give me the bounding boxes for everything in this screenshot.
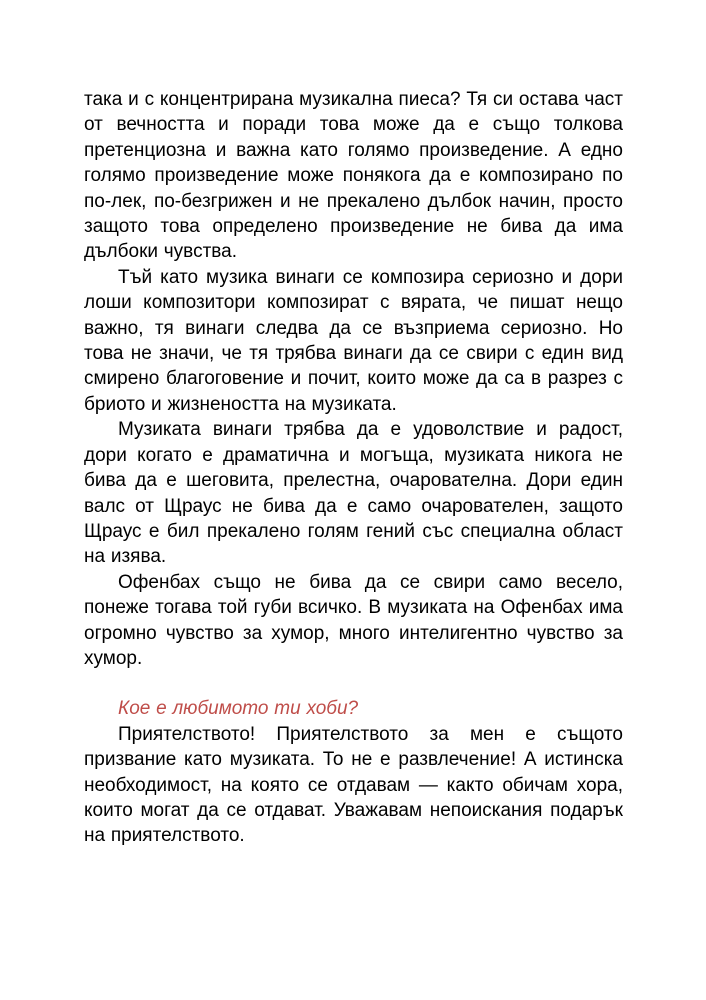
- paragraph: Приятелството! Приятелството за мен е същото призвание като музиката. То не е развлечение! А истинска необходимост, на която се отдавам — както обичам хора, които могат да се отдават. Уважавам непоискания подарък на приятелството.: [84, 723, 623, 847]
- paragraph: Музиката винаги трябва да е удоволствие и радост, дори когато е драматична и могъща, музиката никога не бива да е шеговита, прелестна, очарователна. Дори един валс от Щраус не бива да е само очарователен, защото Щраус е бил прекалено голям гений със специална област на изява.: [84, 419, 623, 568]
- text-column: [84, 87, 623, 849]
- paragraph: Офенбах също не бива да се свири само весело, понеже тогава той губи всичко. В музиката на Офенбах има огромно чувство за хумор, много интелигентно чувство за хумор.: [84, 571, 623, 669]
- section-heading: Кое е любимото ти хоби?: [118, 698, 359, 720]
- paragraph: Тъй като музика винаги се композира сериозно и дори лоши композитори композират с вярата, че пишат нещо важно, тя винаги следва да се възприема сериозно. Но това не значи, че тя трябва винаги да се свири с един вид смирено благоговение и почит, които може да са в разрез с бриото и жизнеността на музиката.: [84, 266, 623, 415]
- paragraph: така и с концентрирана музикална пиеса? Тя си остава част от вечността и поради това може да е също толкова претенциозна и важна като голямо произведение. А едно голямо произведение може понякога да е композирано по по-лек, по-безгрижен и не прекалено дълбок начин, просто защото това определено произведение не бива да има дълбоки чувства.: [84, 89, 623, 263]
